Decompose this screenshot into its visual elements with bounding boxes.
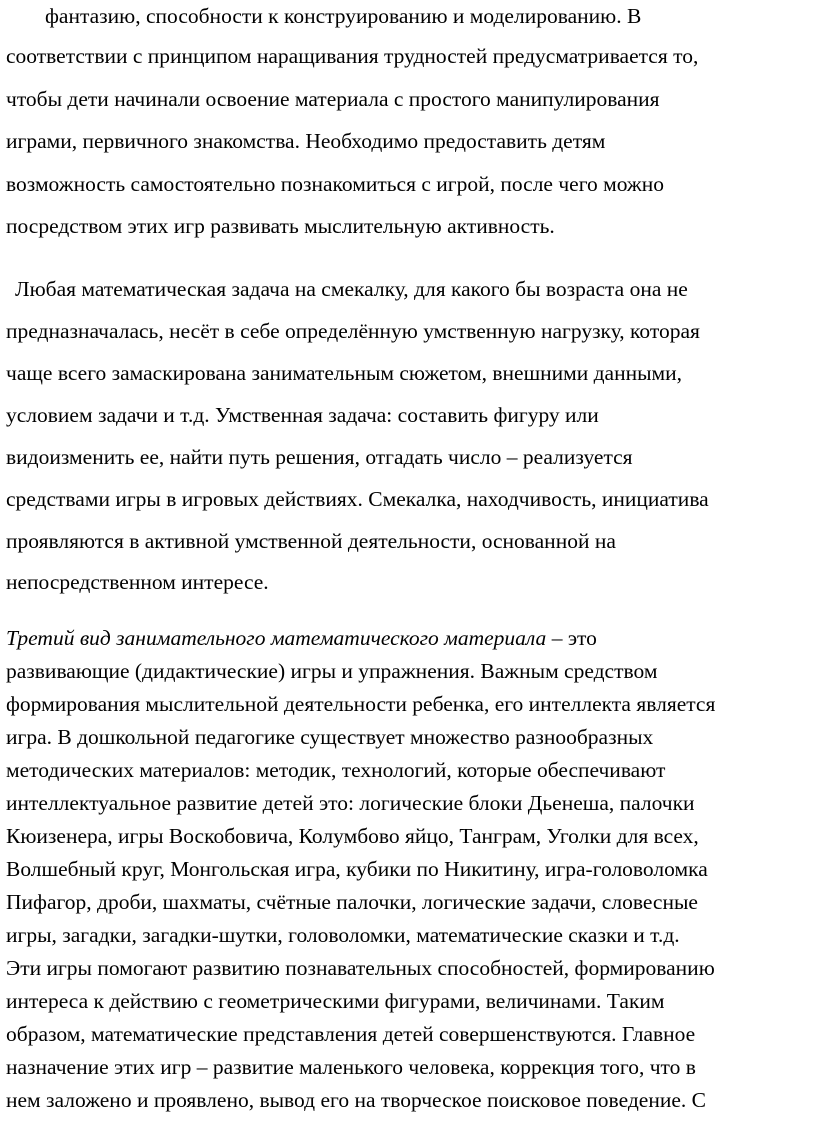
- text-fragment: – это: [546, 626, 597, 650]
- text-line: непосредственном интересе.: [6, 570, 269, 594]
- text-line: назначение этих игр – развитие маленького человека, коррекция того, что в: [6, 1055, 696, 1079]
- text-line: нем заложено и проявлено, вывод его на творческое поисковое поведение. С: [6, 1088, 706, 1112]
- text-line: средствами игры в игровых действиях. Смекалка, находчивость, инициатива: [6, 487, 709, 511]
- italic-term: Третий вид занимательного математического материала: [6, 626, 547, 650]
- text-line: игра. В дошкольной педагогике существует множество разнообразных: [6, 725, 654, 749]
- text-line: [6, 625, 597, 651]
- text-line: играми, первичного знакомства. Необходимо предоставить детям: [6, 129, 606, 153]
- text-line: Волшебный круг, Монгольская игра, кубики по Никитину, игра-головоломка: [6, 857, 708, 881]
- text-line: Любая математическая задача на смекалку, для какого бы возраста она не: [15, 277, 688, 301]
- text-line: чтобы дети начинали освоение материала с простого манипулирования: [6, 87, 660, 111]
- text-line: интеллектуальное развитие детей это: логические блоки Дьенеша, палочки: [6, 791, 695, 815]
- text-line: интереса к действию с геометрическими фигурами, величинами. Таким: [6, 989, 665, 1013]
- text-line: посредством этих игр развивать мыслительную активность.: [6, 214, 555, 238]
- text-line: образом, математические представления детей совершенствуются. Главное: [6, 1022, 696, 1046]
- text-line: фантазию, способности к конструированию и моделированию. В: [45, 4, 642, 28]
- text-line: Пифагор, дроби, шахматы, счётные палочки, логические задачи, словесные: [6, 890, 698, 914]
- text-line: соответствии с принципом наращивания трудностей предусматривается то,: [6, 44, 699, 68]
- text-line: игры, загадки, загадки-шутки, головоломки, математические сказки и т.д.: [6, 923, 680, 947]
- text-line: чаще всего замаскирована занимательным сюжетом, внешними данными,: [6, 361, 683, 385]
- text-line: видоизменить ее, найти путь решения, отгадать число – реализуется: [6, 445, 633, 469]
- text-line: проявляются в активной умственной деятельности, основанной на: [6, 529, 616, 553]
- text-line: возможность самостоятельно познакомиться с игрой, после чего можно: [6, 172, 665, 196]
- text-line: методических материалов: методик, технологий, которые обеспечивают: [6, 758, 666, 782]
- text-line: Эти игры помогают развитию познавательных способностей, формированию: [6, 956, 715, 980]
- text-line: Кюизенера, игры Воскобовича, Колумбово яйцо, Танграм, Уголки для всех,: [6, 824, 699, 848]
- text-line: предназначалась, несёт в себе определённую умственную нагрузку, которая: [6, 319, 700, 343]
- text-line: условием задачи и т.д. Умственная задача: составить фигуру или: [6, 403, 599, 427]
- text-line: формирования мыслительной деятельности ребенка, его интеллекта является: [6, 692, 716, 716]
- text-line: развивающие (дидактические) игры и упражнения. Важным средством: [6, 659, 658, 683]
